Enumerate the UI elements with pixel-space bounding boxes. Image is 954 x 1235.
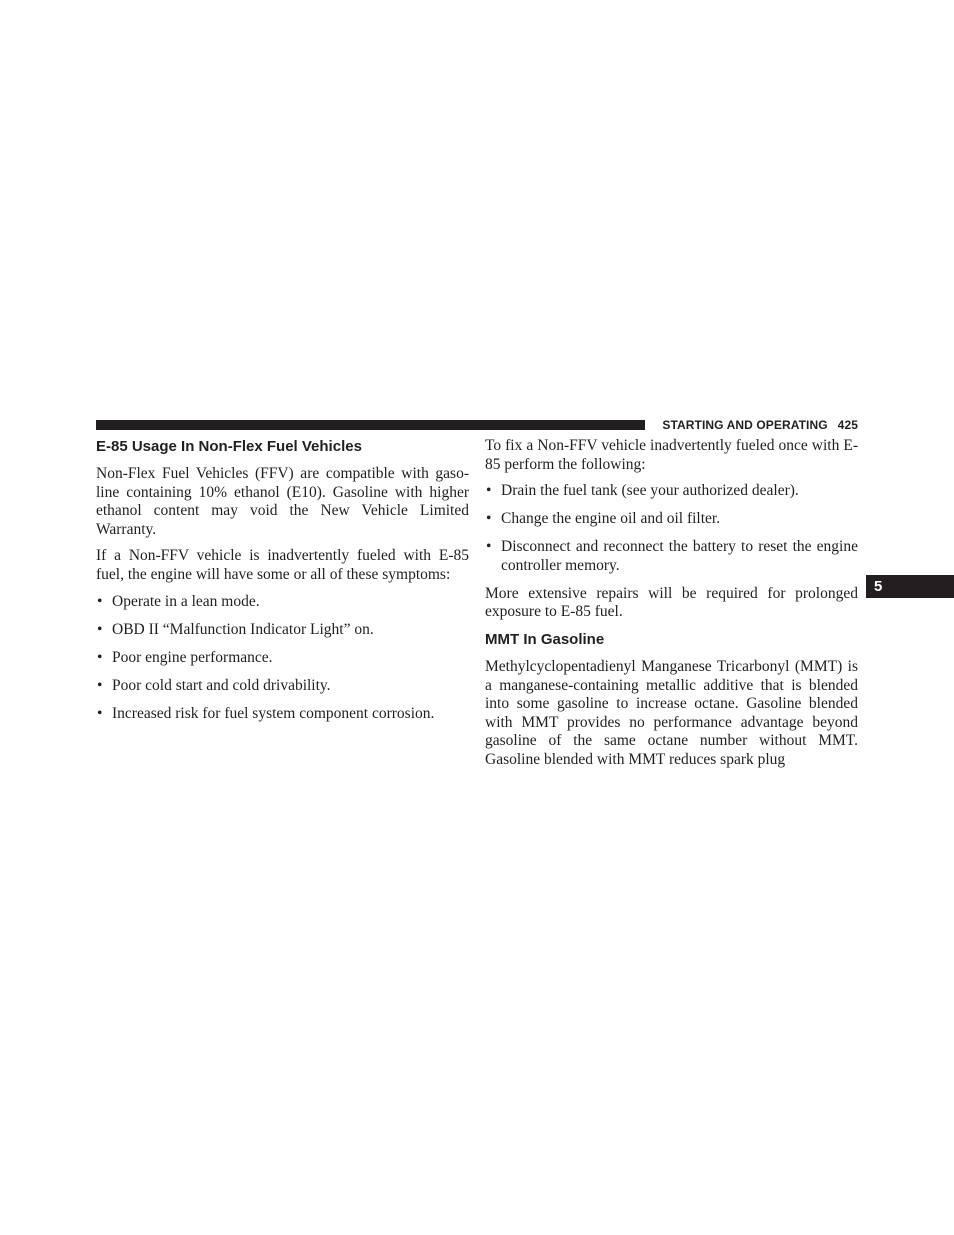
running-header bbox=[645, 417, 858, 433]
list-item: • Poor cold start and cold drivability. bbox=[97, 676, 331, 694]
list-item: • Disconnect and reconnect the battery to reset the engine controller memory. bbox=[486, 538, 858, 574]
section-title: STARTING AND OPERATING bbox=[662, 418, 828, 432]
header-rule bbox=[96, 420, 645, 430]
paragraph: More extensive repairs will be required for prolonged exposure to E-85 fuel. bbox=[485, 584, 858, 621]
page-number: 425 bbox=[837, 418, 858, 432]
left-column bbox=[96, 437, 469, 732]
list-item: • Increased risk for fuel system component corrosion. bbox=[97, 704, 435, 722]
bullet-icon: • bbox=[486, 538, 492, 556]
paragraph: Non-Flex Fuel Vehicles (FFV) are compatible with gaso-line containing 10% ethanol (E10). Gasoline with higher ethanol content may void the New Vehicle Limited Warranty. bbox=[96, 465, 469, 538]
bullet-icon: • bbox=[97, 592, 103, 610]
bullet-icon: • bbox=[486, 482, 492, 500]
section-heading-e85: E-85 Usage In Non-Flex Fuel Vehicles bbox=[96, 438, 362, 455]
paragraph: To fix a Non-FFV vehicle inadvertently fueled once with E-85 perform the following: bbox=[485, 437, 858, 473]
repair-list bbox=[485, 482, 858, 575]
right-column bbox=[485, 437, 858, 777]
list-item: • Drain the fuel tank (see your authorized dealer). bbox=[486, 482, 799, 500]
symptom-list bbox=[96, 593, 469, 724]
section-heading-mmt: MMT In Gasoline bbox=[485, 630, 605, 648]
bullet-icon: • bbox=[486, 510, 492, 528]
list-item: • Change the engine oil and oil filter. bbox=[486, 510, 721, 528]
chapter-tab[interactable]: 5 bbox=[866, 575, 954, 598]
paragraph: If a Non-FFV vehicle is inadvertently fueled with E-85 fuel, the engine will have some or all of these symptoms: bbox=[96, 547, 469, 583]
bullet-icon: • bbox=[97, 620, 103, 638]
paragraph: Methylcyclopentadienyl Manganese Tricarbonyl (MMT) is a manganese-containing metallic additive that is blended into some gasoline to increase octane. Gasoline blended with MMT provides no performance advantage beyond gasoline of the same octane number without MMT. Gasoline blended with MMT reduces spark plug bbox=[485, 657, 858, 768]
bullet-icon: • bbox=[97, 704, 103, 722]
bullet-icon: • bbox=[97, 648, 103, 666]
bullet-icon: • bbox=[97, 676, 103, 694]
list-item: • OBD II “Malfunction Indicator Light” on. bbox=[97, 620, 374, 638]
list-item: • Poor engine performance. bbox=[97, 648, 273, 666]
list-item: • Operate in a lean mode. bbox=[97, 592, 260, 610]
